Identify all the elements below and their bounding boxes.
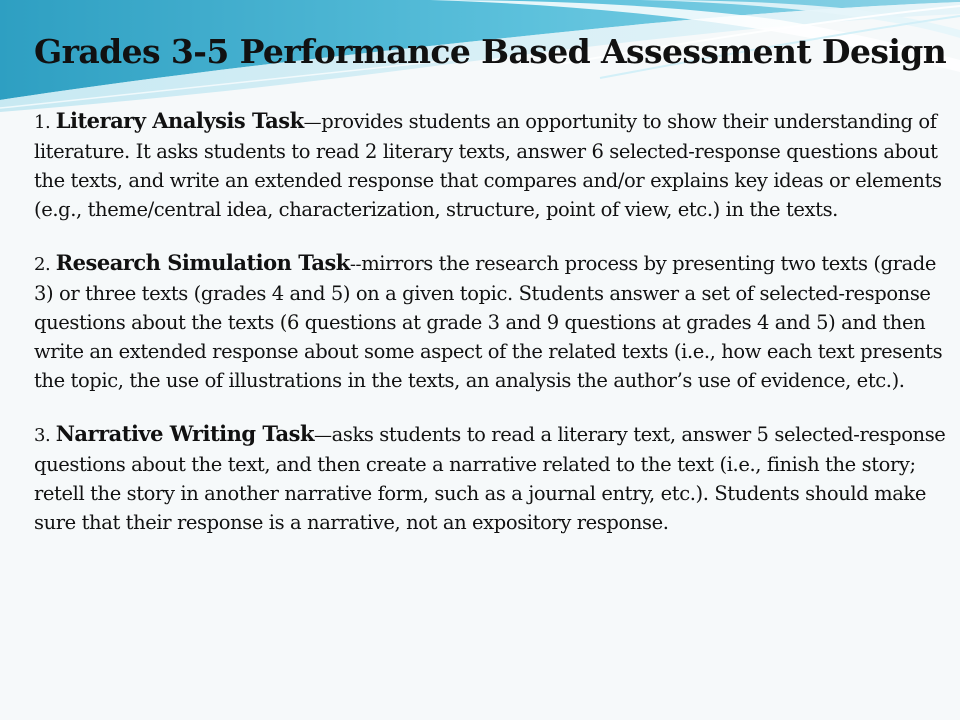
task-name: Research Simulation Task (55, 250, 350, 275)
task-separator: — (303, 112, 322, 133)
slide-title: Grades 3-5 Performance Based Assessment Design (34, 32, 947, 71)
task-name: Literary Analysis Task (55, 108, 304, 133)
task-description: mirrors the research process by presenting two texts (grade 3) or three texts (grades 4 and 5) on a given topic. Students answer a set of selected-response questions about the texts (6 questions at grade 3 and 9 questions at grades 4 and 5) and then write an extended response about some aspect of the related texts (i.e., how each text presents the topic, the use of illustrations in the texts, an analysis the author’s use of evidence, etc.). (34, 252, 943, 392)
task-separator: — (314, 425, 332, 446)
slide-body (34, 106, 946, 537)
task-name: Narrative Writing Task (55, 421, 315, 446)
task-item-research-simulation (34, 248, 946, 395)
task-description: asks students to read a literary text, answer 5 selected-response questions about the text, and then create a narrative related to the text (i.e., finish the story; retell the story in another narrative form, such as a journal entry, etc.). Students should make sure that their response is a narrative, not an expository response. (34, 423, 946, 534)
task-number: 2. (34, 254, 56, 275)
task-number: 1. (34, 112, 56, 133)
task-item-narrative-writing (34, 419, 946, 537)
task-item-literary-analysis (34, 106, 946, 224)
task-separator: -- (349, 254, 362, 275)
task-number: 3. (34, 425, 56, 446)
task-description: provides students an opportunity to show their understanding of literature. It asks students to read 2 literary texts, answer 6 selected-response questions about the texts, and write an extended response that compares and/or explains key ideas or elements (e.g., theme/central idea, characterization, structure, point of view, etc.) in the texts. (34, 110, 942, 221)
